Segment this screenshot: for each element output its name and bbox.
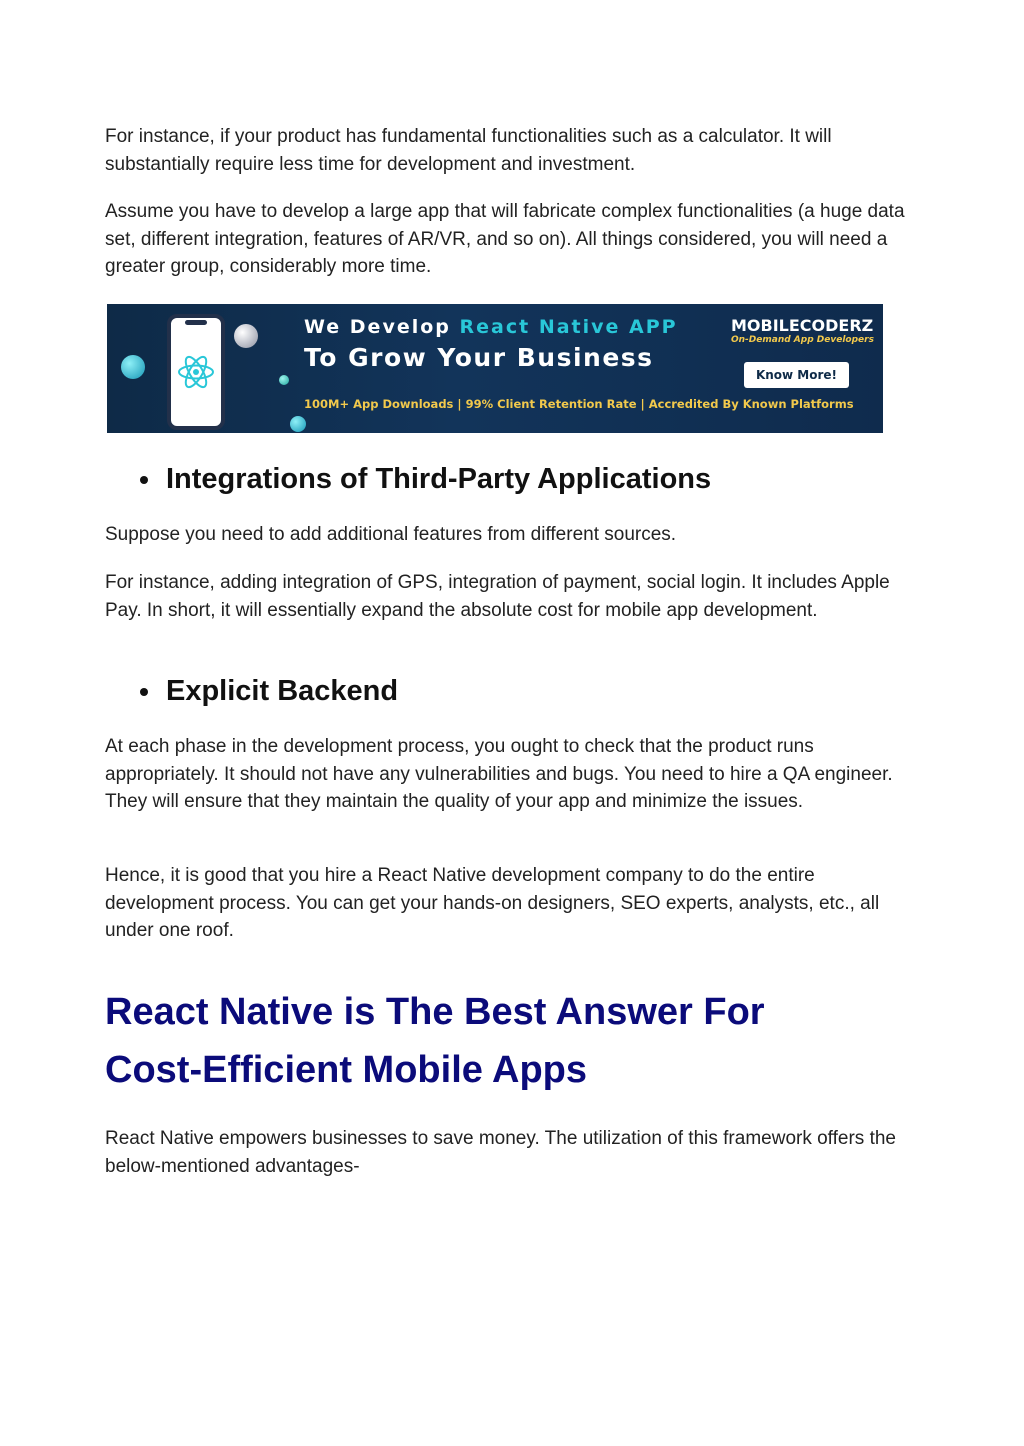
banner-headline-prefix: We Develop xyxy=(304,316,451,338)
section-heading xyxy=(105,983,925,1099)
paragraph-integrations: For instance, adding integration of GPS, integration of payment, social login. It includes Apple Pay. In short, it will essentially expand the absolute cost for mobile app development. xyxy=(105,572,890,621)
paragraph-additional-features: Suppose you need to add additional features from different sources. xyxy=(105,524,677,545)
section-heading-line-1: React Native is The Best Answer For xyxy=(105,991,765,1033)
decorative-sphere xyxy=(121,355,145,379)
bullet-heading-text: Explicit Backend xyxy=(166,675,399,707)
know-more-button[interactable]: Know More! xyxy=(744,362,849,388)
bullet-heading-text: Integrations of Third-Party Applications xyxy=(166,463,712,495)
paragraph-large-app: Assume you have to develop a large app that will fabricate complex functionalities (a huge data set, different integration, features of AR/VR, and so on). All things considered, you will need a greater group, considerably more time. xyxy=(105,201,905,277)
paragraph-calculator: For instance, if your product has fundamental functionalities such as a calculator. It will substantially require less time for development and investment. xyxy=(105,126,832,175)
banner-headline-accent: React Native APP xyxy=(459,316,678,338)
phone-illustration xyxy=(167,314,225,430)
banner-headline-1 xyxy=(304,316,678,338)
paragraph-qa-engineer: At each phase in the development process, you ought to check that the product runs appropriately. It should not have any vulnerabilities and bugs. You need to hire a QA engineer. They will ensure that they maintain the quality of your app and minimize the issues. xyxy=(105,736,893,812)
bullet-dot-icon xyxy=(140,476,148,484)
react-native-banner[interactable] xyxy=(107,304,883,433)
paragraph-advantages: React Native empowers businesses to save money. The utilization of this framework offers the below-mentioned advantages- xyxy=(105,1128,896,1177)
decorative-sphere xyxy=(234,324,258,348)
bullet-dot-icon xyxy=(140,688,148,696)
banner-stats: 100M+ App Downloads | 99% Client Retention Rate | Accredited By Known Platforms xyxy=(304,397,854,411)
decorative-sphere xyxy=(279,375,289,385)
react-logo-icon xyxy=(175,352,217,392)
phone-notch xyxy=(185,320,207,325)
banner-headline-2: To Grow Your Business xyxy=(304,343,654,372)
paragraph-hire-company: Hence, it is good that you hire a React Native development company to do the entire development process. You can get your hands-on designers, SEO experts, analysts, etc., all under one roof. xyxy=(105,865,880,941)
section-heading-line-2: Cost-Efficient Mobile Apps xyxy=(105,1049,588,1091)
banner-brand-logo: MOBILECODERZ xyxy=(731,316,874,335)
banner-tagline: On-Demand App Developers xyxy=(731,335,874,345)
decorative-sphere xyxy=(290,416,306,432)
